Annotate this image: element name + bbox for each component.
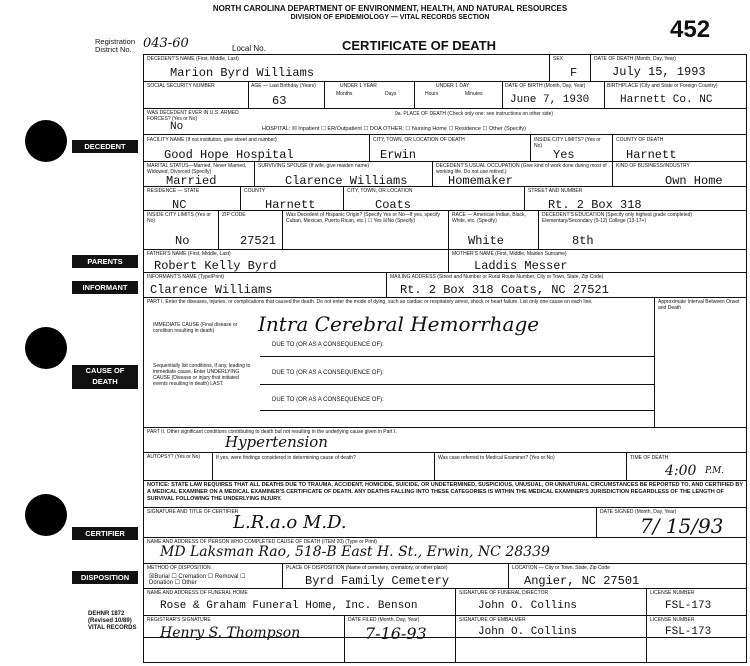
county-label: COUNTY <box>244 188 266 194</box>
armed-forces-label: WAS DECEDENT EVER IN U.S. ARMED FORCES? (Yes or No) <box>147 110 239 122</box>
city-of-death-label: CITY, TOWN, OR LOCATION OF DEATH <box>373 137 465 143</box>
city-value: Coats <box>375 198 412 212</box>
tab-cause-of-death <box>72 365 138 389</box>
registrar-label: REGISTRAR'S SIGNATURE <box>147 617 211 623</box>
race-label: RACE — American Indian, Black, White, etc. (Specify) <box>452 212 526 224</box>
page-title: CERTIFICATE OF DEATH <box>342 38 497 53</box>
zip-label: ZIP CODE <box>222 212 246 218</box>
name-label: DECEDENT'S NAME (First, Middle, Last) <box>147 56 239 62</box>
funeral-director-label: SIGNATURE OF FUNERAL DIRECTOR <box>459 590 549 596</box>
tab-parents: PARENTS <box>72 255 138 268</box>
spouse-label: SURVIVING SPOUSE (If wife, give maiden name) <box>258 163 370 169</box>
part2-label: PART II. Other significant conditions contributing to death but not resulting in the underlying cause given in Part I. <box>147 429 397 435</box>
spouse-value: Clarence Williams <box>285 174 408 188</box>
decedent-name: Marion Byrd Williams <box>170 66 315 80</box>
mailing-value: Rt. 2 Box 318 Coats, NC 27521 <box>400 283 609 297</box>
birthplace-label: BIRTHPLACE (City and State or Foreign Country) <box>607 83 718 89</box>
dob-label: DATE OF BIRTH (Month, Day, Year) <box>505 83 586 89</box>
street-value: Rt. 2 Box 318 <box>548 198 642 212</box>
hispanic-label: Was Decedent of Hispanic Origin? (Specify Yes or No—If yes, specify Cuban, Mexican, Puerto Rican, etc.) ☐ Yes ☒No (Specify) <box>286 212 441 224</box>
punch-hole <box>25 494 67 536</box>
education-label: DECEDENT'S EDUCATION (Specify only highest grade completed) Elementary/Secondary (0-12) College (13-17+) <box>542 212 693 224</box>
certifier-address-label: NAME AND ADDRESS OF PERSON WHO COMPLETED CAUSE OF DEATH (ITEM 20) (Type or Print) <box>147 539 377 545</box>
part1-label: PART I. Enter the diseases, injuries, or complications that caused the death. Do not enter the mode of dying, such as cardiac or respiratory arrest, shock or heart failure. List only one cause on each line. <box>147 299 593 305</box>
registration-district: 043-60 <box>143 36 189 51</box>
certifier-signature: L.R.a.o M.D. <box>233 512 347 533</box>
months-label: Months <box>336 91 353 97</box>
notice-text: NOTICE: STATE LAW REQUIRES THAT ALL DEATHS DUE TO TRAUMA, ACCIDENT, HOMICIDE, SUICIDE, OR UNDETERMINED, SUSPICIOUS, UNUSUAL, OR UNNATURAL CIRCUMSTANCES BE REPORTED TO, AND CERTIFIED BY A MEDICAL EXAMINER ON A MEDICAL EXAMINER'S CERTIFICATE OF DEATH. ANY DEATHS FALLING INTO THESE CATEGORIES IS WITHIN THE MEDICAL EXAMINER'S JURISDICTION REGARDLESS OF THE LENGTH OF SURVIVAL FOLLOWING THE UNDERLYING INJURY. <box>147 482 743 502</box>
age-value: 63 <box>272 94 287 108</box>
tab-disposition: DISPOSITION <box>72 571 138 584</box>
funeral-home-label: NAME AND ADDRESS OF FUNERAL HOME <box>147 590 248 596</box>
informant-label: INFORMANT'S NAME (Type/Print) <box>147 274 225 280</box>
days-label: Days <box>385 91 397 97</box>
inside-city-label: INSIDE CITY LIMITS? (Yes or No) <box>534 137 601 149</box>
tab-informant: INFORMANT <box>72 281 138 294</box>
business-value: Own Home <box>665 174 723 188</box>
part2-value: Hypertension <box>225 433 328 451</box>
certificate-number: 452 <box>670 16 711 43</box>
due-to-c: DUE TO (OR AS A CONSEQUENCE OF): <box>272 397 384 403</box>
date-signed-label: DATE SIGNED (Month, Day, Year) <box>600 509 677 515</box>
location-value: Angier, NC 27501 <box>524 574 640 588</box>
time-of-death-value: 4:00 <box>665 463 697 479</box>
armed-forces-value: No <box>170 121 184 133</box>
tab-cause-line-2: DEATH <box>92 377 118 386</box>
due-to-b: DUE TO (OR AS A CONSEQUENCE OF): <box>272 370 384 376</box>
tab-certifier: CERTIFIER <box>72 527 138 540</box>
embalmer-value: John O. Collins <box>478 626 578 638</box>
sequential-label: Sequentially list conditions, if any, leading to immediate cause. Enter UNDERLYING CAUSE (Disease or injury that initiated events resulting in death) LAST. <box>153 363 251 387</box>
funeral-director-value: John O. Collins <box>478 600 578 612</box>
county-of-death-value: Harnett <box>626 148 677 162</box>
form-number: DEHNR 1872 <box>88 611 125 617</box>
age-label: AGE — Last Birthday (Years) <box>251 83 316 89</box>
under-1-year-label: UNDER 1 YEAR <box>340 83 377 89</box>
form-revision-note <box>88 611 136 632</box>
immediate-cause-label: IMMEDIATE CAUSE (Final disease or condition resulting in death) <box>153 322 238 334</box>
occupation-label: DECEDENT'S USUAL OCCUPATION (Give kind of work done during most of working life. Do not use retired.) <box>436 163 607 175</box>
date-signed-value: 7/ 15/93 <box>640 514 724 538</box>
minutes-label: Minutes <box>465 91 483 97</box>
medical-examiner-label: Was case referred to Medical Examiner? (Yes or No) <box>438 455 555 461</box>
immediate-cause-value: Intra Cerebral Hemorrhage <box>258 312 540 336</box>
autopsy-findings-label: If yes, were findings considered in determining cause of death? <box>216 455 356 461</box>
department-header <box>190 4 590 22</box>
time-period-value: P.M. <box>705 466 725 476</box>
tab-cause-line-1: CAUSE OF <box>85 366 125 375</box>
marital-label: MARITAL STATUS—Married, Never Married, Widowed, Divorced (Specify) <box>147 163 247 175</box>
header-line-1: NORTH CAROLINA DEPARTMENT OF ENVIRONMENT, HEALTH, AND NATURAL RESOURCES <box>212 4 568 13</box>
local-label: Local No. <box>232 44 266 53</box>
license-number-1-label: LICENSE NUMBER <box>650 590 695 596</box>
county-of-death-label: COUNTY OF DEATH <box>616 137 664 143</box>
informant-value: Clarence Williams <box>150 283 273 297</box>
license-number-2-value: FSL-173 <box>665 626 712 638</box>
inside-city-value: Yes <box>553 148 575 162</box>
place-options: HOSPITAL: ☒ Inpatient ☐ ER/Outpatient ☐ DOA OTHER: ☐ Nursing Home ☐ Residence ☐ Other (Specify) <box>262 126 526 132</box>
sex-value: F <box>570 66 578 80</box>
place-disposition-label: PLACE OF DISPOSITION (Name of cemetery, crematory, or other place) <box>286 565 448 571</box>
street-label: STREET AND NUMBER <box>528 188 583 194</box>
registration-label: Registration District No. <box>95 37 136 54</box>
marital-value: Married <box>166 174 217 188</box>
mailing-label: MAILING ADDRESS (Street and Number or Rural Route Number, City or Town, State, Zip Code) <box>390 274 604 280</box>
father-value: Robert Kelly Byrd <box>154 259 277 273</box>
autopsy-label: AUTOPSY? (Yes or No) <box>147 454 201 460</box>
funeral-home-value: Rose & Graham Funeral Home, Inc. Benson <box>160 600 418 612</box>
residence-state-value: NC <box>172 198 187 212</box>
under-1-day-label: UNDER 1 DAY <box>436 83 470 89</box>
punch-hole <box>25 327 67 369</box>
header-line-2: DIVISION OF EPIDEMIOLOGY — VITAL RECORDS SECTION <box>290 14 490 21</box>
certificate-form <box>143 54 747 663</box>
place-of-death-label: 9a. PLACE OF DEATH (Check only one: see instructions on other side) <box>395 111 554 117</box>
certifier-address-value: MD Laksman Rao, 518-B East H. St., Erwin, NC 28339 <box>160 544 550 560</box>
time-of-death-label: TIME OF DEATH <box>630 455 669 461</box>
date-filed-value: 7-16-93 <box>365 624 427 643</box>
tab-decedent: DECEDENT <box>72 140 138 153</box>
method-options: ☒Burial ☐ Cremation ☐ Removal ☐ Donation ☐ Other <box>149 574 246 586</box>
due-to-a: DUE TO (OR AS A CONSEQUENCE OF): <box>272 342 384 348</box>
education-value: 8th <box>572 234 594 248</box>
city-of-death-value: Erwin <box>380 148 417 162</box>
method-disposition-label: METHOD OF DISPOSITION <box>147 565 211 571</box>
zip-value: 27521 <box>240 234 277 248</box>
res-inside-city-label: INSIDE CITY LIMITS (Yes or No) <box>147 212 211 224</box>
mother-value: Laddis Messer <box>474 259 568 273</box>
birthplace-value: Harnett Co. NC <box>620 94 713 106</box>
date-of-death-label: DATE OF DEATH (Month, Day, Year) <box>594 56 676 62</box>
punch-hole <box>25 120 67 162</box>
registrar-signature: Henry S. Thompson <box>160 625 301 641</box>
interval-label: Approximate Interval Between Onset and Death <box>658 299 740 311</box>
ssn-label: SOCIAL SECURITY NUMBER <box>147 83 215 89</box>
form-office: VITAL RECORDS <box>88 625 137 631</box>
signature-title-label: SIGNATURE AND TITLE OF CERTIFIER <box>147 509 239 515</box>
form-revised: (Revised 10/89) <box>88 618 132 624</box>
embalmer-label: SIGNATURE OF EMBALMER <box>459 617 526 623</box>
place-disposition-value: Byrd Family Cemetery <box>305 574 450 588</box>
father-label: FATHER'S NAME (First, Middle, Last) <box>147 251 231 257</box>
county-value: Harnett <box>265 198 316 212</box>
facility-value: Good Hope Hospital <box>164 148 294 162</box>
license-number-1-value: FSL-173 <box>665 600 712 612</box>
date-of-death-value: July 15, 1993 <box>612 65 706 79</box>
license-number-2-label: LICENSE NUMBER <box>650 617 695 623</box>
sex-label: SEX <box>553 56 564 62</box>
city-town-label: CITY, TOWN, OR LOCATION <box>347 188 413 194</box>
dob-value: June 7, 1930 <box>510 94 590 106</box>
race-value: White <box>468 234 505 248</box>
res-inside-city-value: No <box>175 234 190 248</box>
mother-label: MOTHER'S NAME (First, Middle, Maiden Surname) <box>452 251 567 257</box>
location-label: LOCATION — City or Town, State, Zip Code <box>512 565 610 571</box>
facility-label: FACILITY NAME (If not institution, give street and number) <box>147 137 277 143</box>
occupation-value: Homemaker <box>448 174 513 188</box>
residence-state-label: RESIDENCE — STATE <box>147 188 200 194</box>
hours-label: Hours <box>425 91 439 97</box>
business-label: KIND OF BUSINESS/INDUSTRY <box>616 163 690 169</box>
date-filed-label: DATE FILED (Month, Day, Year) <box>348 617 420 623</box>
